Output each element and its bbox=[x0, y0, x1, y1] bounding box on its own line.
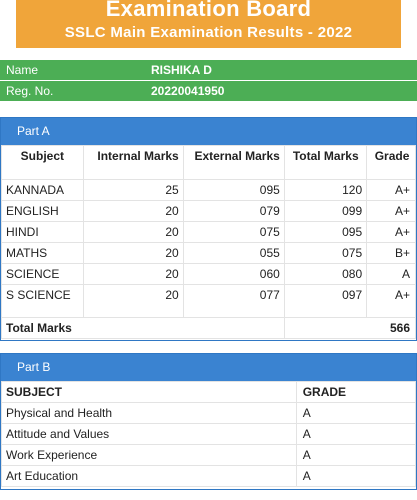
subject-cell: Work Experience bbox=[2, 445, 297, 466]
grade-cell: A bbox=[296, 445, 415, 466]
table-row bbox=[2, 180, 416, 201]
subject-cell: S SCIENCE bbox=[2, 285, 84, 318]
reg-no-label: Reg. No. bbox=[6, 84, 54, 98]
total-cell: 095 bbox=[284, 222, 366, 243]
grade-cell: A bbox=[296, 466, 415, 487]
student-name: RISHIKA D bbox=[151, 63, 212, 77]
part-a-header-row bbox=[2, 146, 416, 180]
grade-cell: A+ bbox=[367, 180, 416, 201]
total-cell: 099 bbox=[284, 201, 366, 222]
subject-cell: MATHS bbox=[2, 243, 84, 264]
external-cell: 077 bbox=[183, 285, 284, 318]
external-cell: 060 bbox=[183, 264, 284, 285]
table-row bbox=[2, 466, 416, 487]
part-a-table bbox=[1, 145, 416, 339]
grade-cell: A+ bbox=[367, 201, 416, 222]
total-cell: 080 bbox=[284, 264, 366, 285]
subject-cell: Art Education bbox=[2, 466, 297, 487]
part-a-panel bbox=[0, 117, 417, 341]
table-row bbox=[2, 445, 416, 466]
external-cell: 055 bbox=[183, 243, 284, 264]
col-grade: GRADE bbox=[296, 382, 415, 403]
total-marks-label: Total Marks bbox=[2, 318, 285, 339]
table-row bbox=[2, 243, 416, 264]
table-row bbox=[2, 222, 416, 243]
internal-cell: 20 bbox=[83, 264, 183, 285]
external-cell: 075 bbox=[183, 222, 284, 243]
reg-no-row bbox=[0, 81, 417, 101]
student-name-row bbox=[0, 60, 417, 80]
table-row bbox=[2, 403, 416, 424]
grade-cell: A+ bbox=[367, 222, 416, 243]
grade-cell: A bbox=[296, 403, 415, 424]
part-b-title: Part B bbox=[1, 354, 416, 381]
internal-cell: 20 bbox=[83, 201, 183, 222]
internal-cell: 20 bbox=[83, 285, 183, 318]
col-external: External Marks bbox=[183, 146, 284, 180]
internal-cell: 20 bbox=[83, 243, 183, 264]
external-cell: 095 bbox=[183, 180, 284, 201]
subject-cell: KANNADA bbox=[2, 180, 84, 201]
table-row bbox=[2, 264, 416, 285]
col-subject: Subject bbox=[2, 146, 84, 180]
subject-cell: Attitude and Values bbox=[2, 424, 297, 445]
grade-cell: A+ bbox=[367, 285, 416, 318]
col-grade: Grade bbox=[367, 146, 416, 180]
part-a-title: Part A bbox=[1, 118, 416, 145]
total-cell: 097 bbox=[284, 285, 366, 318]
grade-cell: A bbox=[296, 424, 415, 445]
part-b-panel bbox=[0, 353, 417, 490]
subject-cell: SCIENCE bbox=[2, 264, 84, 285]
internal-cell: 20 bbox=[83, 222, 183, 243]
results-header-banner bbox=[16, 0, 401, 48]
total-marks-row bbox=[2, 318, 416, 339]
grade-cell: A bbox=[367, 264, 416, 285]
reg-no-value: 20220041950 bbox=[151, 84, 225, 98]
total-cell: 075 bbox=[284, 243, 366, 264]
total-marks-value: 566 bbox=[284, 318, 415, 339]
table-row bbox=[2, 285, 416, 318]
table-row bbox=[2, 201, 416, 222]
board-title: Examination Board bbox=[105, 0, 312, 18]
total-cell: 120 bbox=[284, 180, 366, 201]
exam-subtitle: SSLC Main Examination Results - 2022 bbox=[64, 24, 353, 41]
col-subject: SUBJECT bbox=[2, 382, 297, 403]
external-cell: 079 bbox=[183, 201, 284, 222]
table-row bbox=[2, 424, 416, 445]
name-label: Name bbox=[6, 63, 39, 77]
part-b-header-row bbox=[2, 382, 416, 403]
subject-cell: Physical and Health bbox=[2, 403, 297, 424]
subject-cell: ENGLISH bbox=[2, 201, 84, 222]
col-internal: Internal Marks bbox=[83, 146, 183, 180]
internal-cell: 25 bbox=[83, 180, 183, 201]
col-total: Total Marks bbox=[284, 146, 366, 180]
part-b-table bbox=[1, 381, 416, 487]
grade-cell: B+ bbox=[367, 243, 416, 264]
subject-cell: HINDI bbox=[2, 222, 84, 243]
